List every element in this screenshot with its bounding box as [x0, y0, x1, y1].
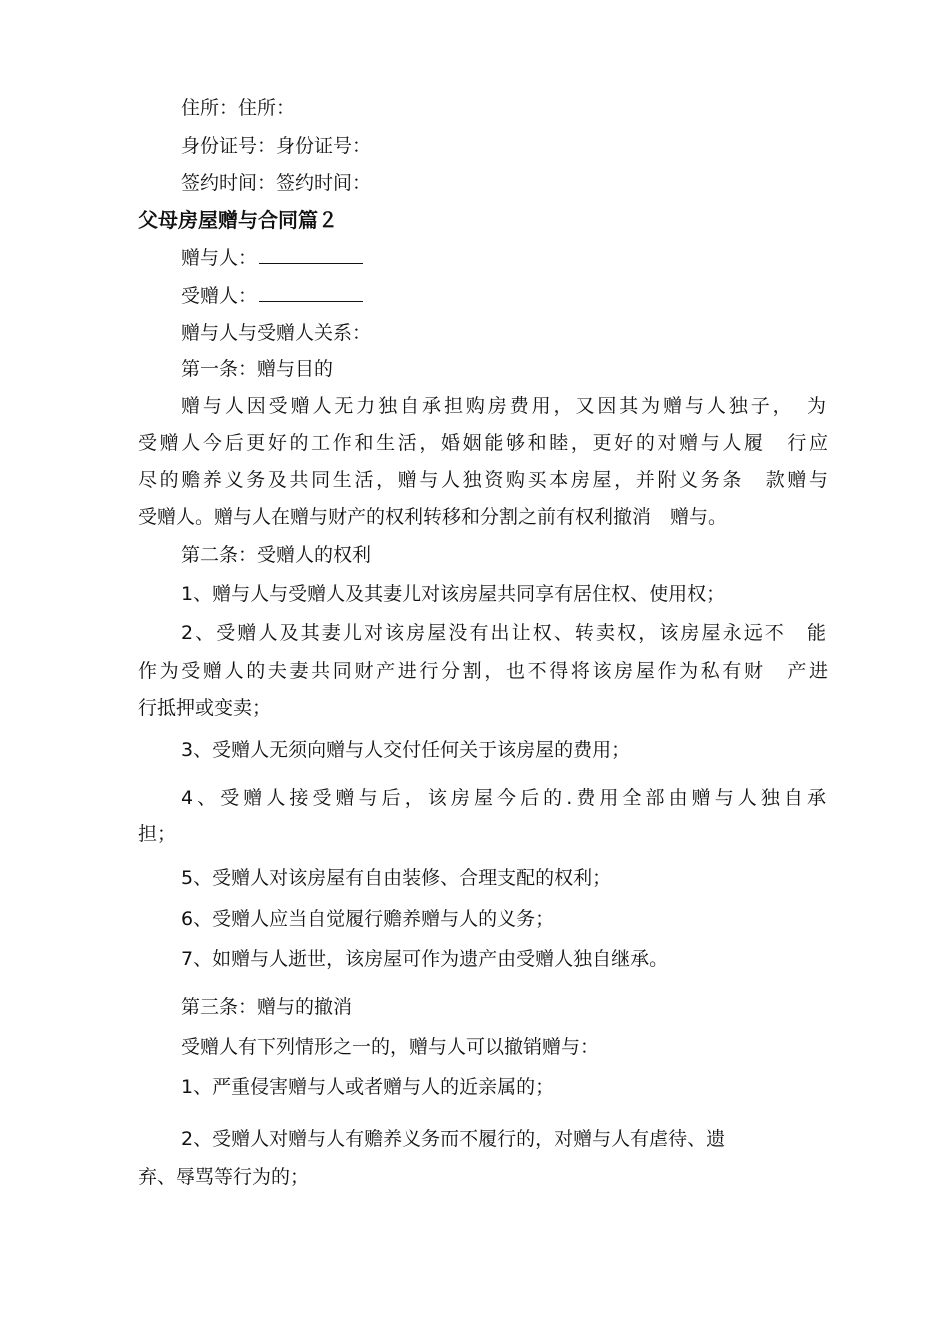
- sign-date-line: 签约时间：签约时间：: [181, 172, 372, 194]
- paragraph-line: 受赠人今后更好的工作和生活，婚姻能够和睦，更好的对赠与人履 行应: [138, 432, 828, 454]
- article-1-heading: 第一条：赠与目的: [181, 358, 334, 380]
- list-item-cont: 担；: [138, 823, 177, 845]
- receiver-line: [181, 283, 363, 309]
- giver-label: 赠与人：: [181, 247, 258, 269]
- paragraph-line: 受赠人。赠与人在赠与财产的权利转移和分割之前有权利撤消 赠与。: [138, 506, 728, 528]
- paragraph-line: 赠与人因受赠人无力独自承担购房费用，又因其为赠与人独子， 为: [181, 395, 826, 417]
- section-title: 父母房屋赠与合同篇２: [138, 208, 338, 232]
- list-item: 7、如赠与人逝世，该房屋可作为遗产由受赠人独自继承。: [181, 948, 669, 970]
- list-item: 3、受赠人无须向赠与人交付任何关于该房屋的费用；: [181, 739, 631, 761]
- list-item: 4、受赠人接受赠与后，该房屋今后的.费用全部由赠与人独自承: [181, 787, 826, 809]
- paragraph-line: 尽的赡养义务及共同生活，赠与人独资购买本房屋，并附义务条 款赠与: [138, 469, 828, 491]
- list-item-cont: 作为受赠人的夫妻共同财产进行分割，也不得将该房屋作为私有财 产进: [138, 660, 828, 682]
- list-item: 2、受赠人对赠与人有赡养义务而不履行的，对赠与人有虐待、遗: [181, 1128, 726, 1150]
- list-item-cont: 行抵押或变卖；: [138, 697, 272, 719]
- address-line: 住所：住所：: [181, 97, 296, 119]
- list-item: 1、严重侵害赠与人或者赠与人的近亲属的；: [181, 1076, 555, 1098]
- list-item: 2、受赠人及其妻儿对该房屋没有出让权、转卖权，该房屋永远不 能: [181, 622, 826, 644]
- list-item-cont: 弃、辱骂等行为的；: [138, 1166, 310, 1188]
- giver-line: [181, 245, 363, 271]
- article-2-heading: 第二条：受赠人的权利: [181, 544, 372, 566]
- id-number-line: 身份证号：身份证号：: [181, 135, 372, 157]
- giver-blank: [259, 245, 363, 264]
- receiver-label: 受赠人：: [181, 285, 258, 307]
- list-item: 1、赠与人与受赠人及其妻儿对该房屋共同享有居住权、使用权；: [181, 583, 726, 605]
- paragraph-line: 受赠人有下列情形之一的，赠与人可以撤销赠与：: [181, 1036, 600, 1058]
- receiver-blank: [259, 283, 363, 302]
- article-3-heading: 第三条：赠与的撤消: [181, 996, 353, 1018]
- list-item: 5、受赠人对该房屋有自由装修、合理支配的权利；: [181, 867, 612, 889]
- list-item: 6、受赠人应当自觉履行赡养赠与人的义务；: [181, 908, 555, 930]
- relation-line: 赠与人与受赠人关系：: [181, 322, 372, 344]
